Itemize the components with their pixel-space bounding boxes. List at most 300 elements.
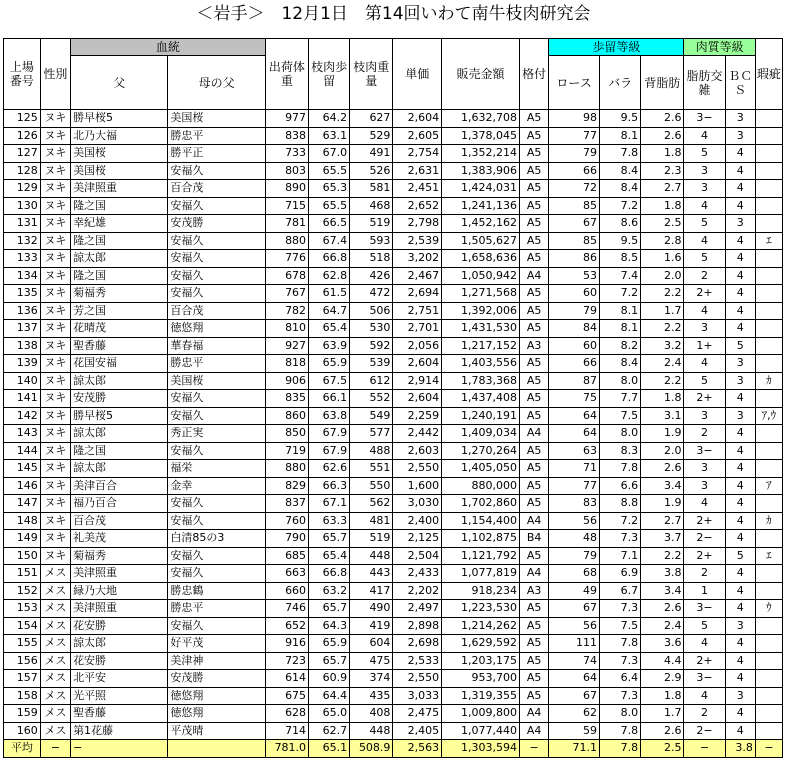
cell-father: 聖香藤	[71, 337, 168, 355]
cell-no: 158	[4, 687, 41, 705]
header-mgf: 母の父	[168, 56, 265, 110]
cell-grade: B4	[520, 530, 549, 548]
cell-sales: 1,409,034	[442, 425, 520, 443]
cell-no: 125	[4, 110, 41, 128]
cell-father: 美国桜	[71, 145, 168, 163]
cell-sales: 953,700	[442, 670, 520, 688]
cell-carcass: 488	[350, 442, 393, 460]
cell-sex: ヌキ	[40, 110, 70, 128]
cell-yield: 63.9	[309, 337, 350, 355]
cell-bcs: 4	[725, 582, 755, 600]
cell-no: 153	[4, 600, 41, 618]
cell-bms: 4	[684, 635, 725, 653]
cell-defect	[755, 635, 782, 653]
cell-bms: 3−	[684, 110, 725, 128]
cell-bcs: 4	[725, 180, 755, 198]
cell-yield: 62.8	[309, 267, 350, 285]
header-defect: 瑕疵	[755, 39, 782, 110]
cell-fat: 1.9	[641, 495, 684, 513]
cell-bcs: 4	[725, 267, 755, 285]
table-row	[4, 215, 783, 233]
cell-bcs: 4	[725, 232, 755, 250]
cell-sales: 1,658,636	[442, 250, 520, 268]
cell-bms: 2	[684, 425, 725, 443]
cell-father: 北平安	[71, 670, 168, 688]
cell-weight: 810	[265, 320, 308, 338]
cell-weight: 803	[265, 162, 308, 180]
cell-sales: 1,378,045	[442, 127, 520, 145]
cell-defect	[755, 530, 782, 548]
cell-mgf: 勝平正	[168, 145, 265, 163]
cell-bara: 7.2	[600, 512, 641, 530]
cell-defect	[755, 442, 782, 460]
cell-sex: メス	[40, 687, 70, 705]
table-row	[4, 197, 783, 215]
cell-bara: 9.5	[600, 232, 641, 250]
cell-defect	[755, 582, 782, 600]
cell-bara: 7.8	[600, 635, 641, 653]
cell-price: 2,605	[393, 127, 442, 145]
cell-bara: 8.1	[600, 127, 641, 145]
cell-fat: 2.6	[641, 722, 684, 740]
cell-sales: 1,392,006	[442, 302, 520, 320]
cell-yield: 65.0	[309, 705, 350, 723]
cell-loin: 62	[549, 705, 600, 723]
cell-weight: 776	[265, 250, 308, 268]
cell-fat: 2.0	[641, 442, 684, 460]
cell-father: 緑乃大地	[71, 582, 168, 600]
cell-bara: 6.7	[600, 582, 641, 600]
cell-bcs: 4	[725, 425, 755, 443]
cell-mgf: 安福久	[168, 547, 265, 565]
avg-bcs: 3.8	[725, 740, 755, 758]
cell-father: 諒太郎	[71, 250, 168, 268]
cell-defect	[755, 705, 782, 723]
cell-loin: 60	[549, 337, 600, 355]
cell-mgf: 安福久	[168, 512, 265, 530]
header-yield: 枝肉歩留	[309, 39, 350, 110]
cell-loin: 77	[549, 477, 600, 495]
cell-loin: 83	[549, 495, 600, 513]
cell-weight: 714	[265, 722, 308, 740]
avg-weight: 781.0	[265, 740, 308, 758]
cell-defect	[755, 302, 782, 320]
cell-sex: ヌキ	[40, 145, 70, 163]
table-body	[4, 110, 783, 758]
cell-grade: A5	[520, 652, 549, 670]
cell-weight: 916	[265, 635, 308, 653]
cell-yield: 65.7	[309, 600, 350, 618]
cell-fat: 2.6	[641, 110, 684, 128]
cell-loin: 56	[549, 617, 600, 635]
cell-sales: 1,241,136	[442, 197, 520, 215]
cell-weight: 746	[265, 600, 308, 618]
cell-loin: 64	[549, 425, 600, 443]
cell-mgf: 安福久	[168, 442, 265, 460]
cell-bms: 5	[684, 372, 725, 390]
cell-mgf: 美国桜	[168, 372, 265, 390]
cell-carcass: 374	[350, 670, 393, 688]
cell-carcass: 448	[350, 722, 393, 740]
cell-sales: 1,102,875	[442, 530, 520, 548]
cell-bms: 3	[684, 407, 725, 425]
cell-sex: メス	[40, 722, 70, 740]
cell-price: 2,400	[393, 512, 442, 530]
cell-bcs: 4	[725, 460, 755, 478]
cell-weight: 837	[265, 495, 308, 513]
cell-bcs: 4	[725, 477, 755, 495]
cell-bcs: 4	[725, 442, 755, 460]
cell-fat: 1.7	[641, 705, 684, 723]
cell-grade: A3	[520, 337, 549, 355]
cell-yield: 63.3	[309, 512, 350, 530]
cell-loin: 67	[549, 687, 600, 705]
cell-defect	[755, 180, 782, 198]
cell-defect: ｴ	[755, 547, 782, 565]
cell-loin: 59	[549, 722, 600, 740]
cell-grade: A5	[520, 687, 549, 705]
cell-price: 2,631	[393, 162, 442, 180]
cell-yield: 60.9	[309, 670, 350, 688]
cell-bms: 2	[684, 705, 725, 723]
cell-bms: 4	[684, 232, 725, 250]
avg-grade: −	[520, 740, 549, 758]
page-title: ＜岩手＞ 12月1日 第14回いわて南牛枝肉研究会	[196, 4, 591, 24]
cell-mgf: 安福久	[168, 617, 265, 635]
cell-defect	[755, 670, 782, 688]
cell-mgf: 百合茂	[168, 180, 265, 198]
cell-loin: 48	[549, 530, 600, 548]
cell-sex: ヌキ	[40, 232, 70, 250]
cell-bms: 3	[684, 477, 725, 495]
cell-bms: 3−	[684, 600, 725, 618]
header-no: 上場番号	[4, 39, 41, 110]
cell-bara: 6.9	[600, 565, 641, 583]
avg-yield: 65.1	[309, 740, 350, 758]
table-row	[4, 110, 783, 128]
avg-label: 平均	[4, 740, 41, 758]
cell-yield: 63.8	[309, 407, 350, 425]
cell-mgf: 勝忠平	[168, 600, 265, 618]
cell-weight: 660	[265, 582, 308, 600]
cell-grade: A5	[520, 250, 549, 268]
table-row	[4, 687, 783, 705]
cell-mgf: 安福久	[168, 162, 265, 180]
cell-price: 2,604	[393, 110, 442, 128]
cell-loin: 79	[549, 302, 600, 320]
avg-father: −	[71, 740, 168, 758]
cell-bcs: 4	[725, 705, 755, 723]
cell-bcs: 3	[725, 617, 755, 635]
cell-yield: 65.9	[309, 355, 350, 373]
cell-bcs: 3	[725, 127, 755, 145]
cell-sales: 1,352,214	[442, 145, 520, 163]
table-row	[4, 670, 783, 688]
cell-sales: 1,203,175	[442, 652, 520, 670]
table-row	[4, 407, 783, 425]
cell-bara: 8.6	[600, 215, 641, 233]
cell-fat: 3.2	[641, 337, 684, 355]
cell-bcs: 5	[725, 547, 755, 565]
cell-carcass: 526	[350, 162, 393, 180]
cell-sex: ヌキ	[40, 495, 70, 513]
cell-bms: 4	[684, 687, 725, 705]
cell-weight: 927	[265, 337, 308, 355]
table-row	[4, 705, 783, 723]
cell-bara: 6.4	[600, 670, 641, 688]
cell-no: 126	[4, 127, 41, 145]
results-table	[3, 38, 783, 758]
cell-bms: 2	[684, 565, 725, 583]
cell-carcass: 506	[350, 302, 393, 320]
cell-bcs: 3	[725, 215, 755, 233]
cell-loin: 77	[549, 127, 600, 145]
cell-no: 148	[4, 512, 41, 530]
cell-price: 1,600	[393, 477, 442, 495]
cell-bms: 5	[684, 145, 725, 163]
cell-sex: メス	[40, 705, 70, 723]
cell-yield: 66.3	[309, 477, 350, 495]
cell-bara: 8.8	[600, 495, 641, 513]
cell-sales: 1,383,906	[442, 162, 520, 180]
cell-carcass: 426	[350, 267, 393, 285]
cell-yield: 67.4	[309, 232, 350, 250]
header-sales: 販売金額	[442, 39, 520, 110]
cell-price: 2,451	[393, 180, 442, 198]
cell-sales: 1,154,400	[442, 512, 520, 530]
cell-bcs: 4	[725, 197, 755, 215]
avg-carcass: 508.9	[350, 740, 393, 758]
cell-bara: 7.2	[600, 285, 641, 303]
table-row	[4, 460, 783, 478]
cell-bms: 5	[684, 617, 725, 635]
cell-carcass: 577	[350, 425, 393, 443]
cell-grade: A5	[520, 302, 549, 320]
cell-sales: 1,077,440	[442, 722, 520, 740]
cell-yield: 61.5	[309, 285, 350, 303]
cell-bcs: 4	[725, 285, 755, 303]
cell-fat: 3.1	[641, 407, 684, 425]
cell-yield: 65.7	[309, 530, 350, 548]
cell-sex: ヌキ	[40, 250, 70, 268]
cell-price: 2,433	[393, 565, 442, 583]
cell-carcass: 435	[350, 687, 393, 705]
header-price: 単価	[393, 39, 442, 110]
avg-mgf	[168, 740, 265, 758]
cell-bms: 1+	[684, 337, 725, 355]
avg-loin: 71.1	[549, 740, 600, 758]
cell-yield: 65.4	[309, 547, 350, 565]
cell-sex: ヌキ	[40, 407, 70, 425]
cell-defect: ｳ	[755, 600, 782, 618]
cell-grade: A5	[520, 600, 549, 618]
cell-defect	[755, 425, 782, 443]
cell-sex: メス	[40, 652, 70, 670]
cell-mgf: 好平茂	[168, 635, 265, 653]
cell-loin: 84	[549, 320, 600, 338]
cell-fat: 1.6	[641, 250, 684, 268]
cell-sex: メス	[40, 617, 70, 635]
cell-yield: 64.4	[309, 687, 350, 705]
cell-no: 142	[4, 407, 41, 425]
cell-defect	[755, 722, 782, 740]
cell-bcs: 3	[725, 407, 755, 425]
cell-price: 2,698	[393, 635, 442, 653]
cell-weight: 838	[265, 127, 308, 145]
cell-sex: メス	[40, 582, 70, 600]
cell-no: 146	[4, 477, 41, 495]
cell-bms: 3	[684, 320, 725, 338]
cell-grade: A5	[520, 372, 549, 390]
cell-defect: ｱ,ｳ	[755, 407, 782, 425]
cell-bms: 2+	[684, 547, 725, 565]
cell-defect	[755, 215, 782, 233]
cell-sales: 918,234	[442, 582, 520, 600]
cell-weight: 628	[265, 705, 308, 723]
cell-father: 諒太郎	[71, 425, 168, 443]
cell-mgf: 百合茂	[168, 302, 265, 320]
cell-fat: 1.8	[641, 145, 684, 163]
cell-grade: A5	[520, 635, 549, 653]
table-row	[4, 127, 783, 145]
header-weight: 出荷体重	[265, 39, 308, 110]
cell-mgf: 安福久	[168, 250, 265, 268]
table-row	[4, 232, 783, 250]
header-father: 父	[71, 56, 168, 110]
table-row	[4, 145, 783, 163]
cell-bara: 6.6	[600, 477, 641, 495]
cell-sales: 1,271,568	[442, 285, 520, 303]
cell-loin: 67	[549, 215, 600, 233]
cell-weight: 719	[265, 442, 308, 460]
cell-father: 聖香藤	[71, 705, 168, 723]
cell-fat: 2.6	[641, 600, 684, 618]
cell-sex: ヌキ	[40, 267, 70, 285]
cell-bms: 1	[684, 582, 725, 600]
cell-bms: 4	[684, 302, 725, 320]
cell-carcass: 593	[350, 232, 393, 250]
cell-no: 133	[4, 250, 41, 268]
cell-grade: A5	[520, 390, 549, 408]
cell-bms: 3−	[684, 670, 725, 688]
cell-yield: 67.5	[309, 372, 350, 390]
cell-bara: 8.1	[600, 302, 641, 320]
cell-weight: 678	[265, 267, 308, 285]
cell-loin: 98	[549, 110, 600, 128]
cell-bms: 5	[684, 215, 725, 233]
table-row	[4, 582, 783, 600]
cell-grade: A5	[520, 197, 549, 215]
cell-father: 美津照重	[71, 600, 168, 618]
cell-mgf: 安福久	[168, 390, 265, 408]
cell-defect	[755, 337, 782, 355]
cell-bcs: 4	[725, 600, 755, 618]
cell-sex: ヌキ	[40, 512, 70, 530]
cell-bara: 8.3	[600, 442, 641, 460]
cell-father: 隆之国	[71, 232, 168, 250]
cell-mgf: 白清85の3	[168, 530, 265, 548]
cell-sex: ヌキ	[40, 337, 70, 355]
cell-sex: ヌキ	[40, 355, 70, 373]
cell-fat: 3.6	[641, 635, 684, 653]
cell-no: 154	[4, 617, 41, 635]
cell-fat: 2.7	[641, 180, 684, 198]
cell-loin: 75	[549, 390, 600, 408]
cell-loin: 64	[549, 407, 600, 425]
cell-price: 2,603	[393, 442, 442, 460]
cell-sex: ヌキ	[40, 390, 70, 408]
cell-yield: 66.8	[309, 565, 350, 583]
header-sex: 性別	[40, 39, 70, 110]
cell-father: 百合茂	[71, 512, 168, 530]
cell-no: 145	[4, 460, 41, 478]
cell-mgf: 安福久	[168, 267, 265, 285]
table-row	[4, 722, 783, 740]
cell-no: 141	[4, 390, 41, 408]
cell-fat: 2.2	[641, 320, 684, 338]
cell-carcass: 539	[350, 355, 393, 373]
cell-carcass: 552	[350, 390, 393, 408]
cell-sales: 1,077,819	[442, 565, 520, 583]
cell-sex: メス	[40, 600, 70, 618]
table-row	[4, 425, 783, 443]
cell-sales: 1,240,191	[442, 407, 520, 425]
cell-defect	[755, 687, 782, 705]
cell-sex: ヌキ	[40, 320, 70, 338]
cell-grade: A4	[520, 565, 549, 583]
cell-father: 福乃百合	[71, 495, 168, 513]
cell-no: 152	[4, 582, 41, 600]
cell-fat: 2.6	[641, 127, 684, 145]
cell-mgf: 安茂勝	[168, 215, 265, 233]
cell-bara: 7.3	[600, 652, 641, 670]
cell-loin: 79	[549, 547, 600, 565]
cell-weight: 675	[265, 687, 308, 705]
cell-father: 勝早桜5	[71, 407, 168, 425]
cell-sales: 1,217,152	[442, 337, 520, 355]
cell-sex: ヌキ	[40, 530, 70, 548]
cell-weight: 880	[265, 232, 308, 250]
cell-father: 美津百合	[71, 477, 168, 495]
cell-price: 2,056	[393, 337, 442, 355]
cell-loin: 53	[549, 267, 600, 285]
cell-bms: 4	[684, 355, 725, 373]
cell-grade: A5	[520, 477, 549, 495]
cell-fat: 2.2	[641, 547, 684, 565]
cell-sales: 1,223,530	[442, 600, 520, 618]
cell-price: 2,533	[393, 652, 442, 670]
cell-no: 134	[4, 267, 41, 285]
cell-carcass: 519	[350, 215, 393, 233]
cell-defect	[755, 127, 782, 145]
cell-no: 149	[4, 530, 41, 548]
cell-sex: ヌキ	[40, 477, 70, 495]
cell-sales: 1,437,408	[442, 390, 520, 408]
cell-mgf: 安茂勝	[168, 670, 265, 688]
cell-sex: ヌキ	[40, 285, 70, 303]
header-loin: ロース	[549, 56, 600, 110]
cell-fat: 4.4	[641, 652, 684, 670]
cell-no: 155	[4, 635, 41, 653]
cell-bcs: 4	[725, 250, 755, 268]
cell-fat: 1.8	[641, 197, 684, 215]
cell-father: 菊福秀	[71, 285, 168, 303]
cell-loin: 56	[549, 512, 600, 530]
header-yield-grade: 歩留等級	[549, 39, 684, 56]
cell-mgf: 安福久	[168, 495, 265, 513]
cell-loin: 67	[549, 600, 600, 618]
cell-no: 135	[4, 285, 41, 303]
